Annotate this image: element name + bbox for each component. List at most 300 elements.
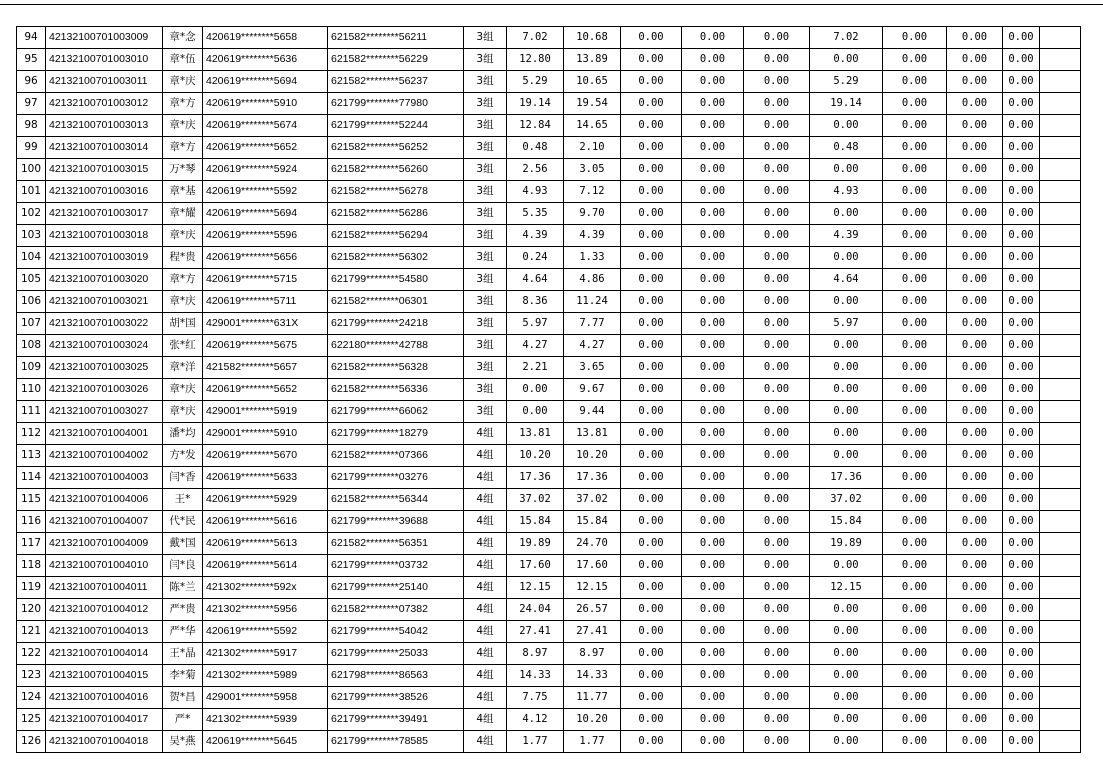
amount-cell-3: 0.00 <box>621 291 682 313</box>
amount-cell-7: 0.00 <box>883 577 947 599</box>
household-code-cell: 42132100701003026 <box>46 379 163 401</box>
bank-account-cell: 621799********39491 <box>328 709 464 731</box>
group-cell: 4组 <box>464 577 507 599</box>
blank-cell <box>1040 181 1081 203</box>
amount-cell-4: 0.00 <box>682 643 744 665</box>
amount-cell-1: 0.00 <box>507 379 564 401</box>
amount-cell-7: 0.00 <box>883 445 947 467</box>
amount-cell-3: 0.00 <box>621 423 682 445</box>
bank-account-cell: 621582********56211 <box>328 27 464 49</box>
group-cell: 3组 <box>464 115 507 137</box>
blank-cell <box>1040 159 1081 181</box>
amount-cell-3: 0.00 <box>621 621 682 643</box>
amount-cell-7: 0.00 <box>883 159 947 181</box>
amount-cell-2: 8.97 <box>564 643 621 665</box>
amount-cell-2: 14.33 <box>564 665 621 687</box>
amount-cell-6: 19.89 <box>810 533 883 555</box>
table-row <box>17 291 1081 313</box>
amount-cell-3: 0.00 <box>621 665 682 687</box>
amount-cell-8: 0.00 <box>947 181 1003 203</box>
amount-cell-6: 0.00 <box>810 423 883 445</box>
household-code-cell: 42132100701004003 <box>46 467 163 489</box>
id-number-cell: 420619********5596 <box>203 225 328 247</box>
table-row <box>17 335 1081 357</box>
amount-cell-6: 4.93 <box>810 181 883 203</box>
amount-cell-1: 1.77 <box>507 731 564 753</box>
id-number-cell: 421302********592x <box>203 577 328 599</box>
amount-cell-6: 0.00 <box>810 555 883 577</box>
amount-cell-1: 5.29 <box>507 71 564 93</box>
amount-cell-8: 0.00 <box>947 599 1003 621</box>
amount-cell-2: 17.36 <box>564 467 621 489</box>
amount-cell-9: 0.00 <box>1003 709 1040 731</box>
amount-cell-4: 0.00 <box>682 137 744 159</box>
name-cell: 章*伍 <box>163 49 203 71</box>
group-cell: 4组 <box>464 423 507 445</box>
amount-cell-3: 0.00 <box>621 599 682 621</box>
name-cell: 章*基 <box>163 181 203 203</box>
bank-account-cell: 621799********25033 <box>328 643 464 665</box>
blank-cell <box>1040 467 1081 489</box>
group-cell: 3组 <box>464 269 507 291</box>
amount-cell-7: 0.00 <box>883 665 947 687</box>
id-number-cell: 420619********5715 <box>203 269 328 291</box>
amount-cell-2: 4.86 <box>564 269 621 291</box>
blank-cell <box>1040 511 1081 533</box>
group-cell: 4组 <box>464 709 507 731</box>
amount-cell-6: 5.29 <box>810 71 883 93</box>
amount-cell-4: 0.00 <box>682 489 744 511</box>
household-code-cell: 42132100701003024 <box>46 335 163 357</box>
bank-account-cell: 621799********18279 <box>328 423 464 445</box>
blank-cell <box>1040 225 1081 247</box>
amount-cell-9: 0.00 <box>1003 203 1040 225</box>
amount-cell-6: 0.00 <box>810 357 883 379</box>
amount-cell-5: 0.00 <box>744 49 810 71</box>
amount-cell-9: 0.00 <box>1003 555 1040 577</box>
amount-cell-8: 0.00 <box>947 665 1003 687</box>
row-number-cell: 104 <box>17 247 46 269</box>
amount-cell-6: 4.64 <box>810 269 883 291</box>
blank-cell <box>1040 423 1081 445</box>
amount-cell-2: 4.27 <box>564 335 621 357</box>
row-number-cell: 111 <box>17 401 46 423</box>
amount-cell-1: 17.60 <box>507 555 564 577</box>
id-number-cell: 429001********5958 <box>203 687 328 709</box>
amount-cell-4: 0.00 <box>682 731 744 753</box>
household-code-cell: 42132100701004017 <box>46 709 163 731</box>
amount-cell-5: 0.00 <box>744 313 810 335</box>
amount-cell-9: 0.00 <box>1003 379 1040 401</box>
id-number-cell: 421302********5989 <box>203 665 328 687</box>
amount-cell-6: 17.36 <box>810 467 883 489</box>
bank-account-cell: 621799********03276 <box>328 467 464 489</box>
bank-account-cell: 621799********25140 <box>328 577 464 599</box>
id-number-cell: 420619********5694 <box>203 203 328 225</box>
bank-account-cell: 621582********56351 <box>328 533 464 555</box>
row-number-cell: 120 <box>17 599 46 621</box>
amount-cell-1: 4.64 <box>507 269 564 291</box>
household-code-cell: 42132100701004006 <box>46 489 163 511</box>
amount-cell-7: 0.00 <box>883 423 947 445</box>
id-number-cell: 421302********5917 <box>203 643 328 665</box>
amount-cell-4: 0.00 <box>682 577 744 599</box>
table-row <box>17 643 1081 665</box>
amount-cell-8: 0.00 <box>947 71 1003 93</box>
amount-cell-4: 0.00 <box>682 599 744 621</box>
row-number-cell: 117 <box>17 533 46 555</box>
amount-cell-4: 0.00 <box>682 401 744 423</box>
amount-cell-4: 0.00 <box>682 709 744 731</box>
table-row <box>17 533 1081 555</box>
id-number-cell: 420619********5929 <box>203 489 328 511</box>
bank-account-cell: 621799********54042 <box>328 621 464 643</box>
amount-cell-3: 0.00 <box>621 93 682 115</box>
amount-cell-2: 24.70 <box>564 533 621 555</box>
table-row <box>17 93 1081 115</box>
amount-cell-5: 0.00 <box>744 511 810 533</box>
amount-cell-4: 0.00 <box>682 71 744 93</box>
amount-cell-4: 0.00 <box>682 27 744 49</box>
amount-cell-4: 0.00 <box>682 181 744 203</box>
amount-cell-1: 5.35 <box>507 203 564 225</box>
amount-cell-6: 0.00 <box>810 115 883 137</box>
amount-cell-3: 0.00 <box>621 49 682 71</box>
amount-cell-7: 0.00 <box>883 709 947 731</box>
amount-cell-5: 0.00 <box>744 247 810 269</box>
amount-cell-3: 0.00 <box>621 709 682 731</box>
household-code-cell: 42132100701003022 <box>46 313 163 335</box>
amount-cell-2: 7.77 <box>564 313 621 335</box>
table-row <box>17 687 1081 709</box>
blank-cell <box>1040 687 1081 709</box>
amount-cell-1: 12.80 <box>507 49 564 71</box>
household-code-cell: 42132100701003012 <box>46 93 163 115</box>
amount-cell-3: 0.00 <box>621 27 682 49</box>
amount-cell-4: 0.00 <box>682 511 744 533</box>
household-code-cell: 42132100701004015 <box>46 665 163 687</box>
amount-cell-5: 0.00 <box>744 577 810 599</box>
name-cell: 程*贵 <box>163 247 203 269</box>
id-number-cell: 421582********5657 <box>203 357 328 379</box>
id-number-cell: 420619********5633 <box>203 467 328 489</box>
table-row <box>17 467 1081 489</box>
bank-account-cell: 621582********07382 <box>328 599 464 621</box>
group-cell: 3组 <box>464 71 507 93</box>
amount-cell-3: 0.00 <box>621 467 682 489</box>
table-row <box>17 731 1081 753</box>
bank-account-cell: 621799********39688 <box>328 511 464 533</box>
blank-cell <box>1040 401 1081 423</box>
id-number-cell: 429001********5919 <box>203 401 328 423</box>
id-number-cell: 420619********5924 <box>203 159 328 181</box>
amount-cell-1: 13.81 <box>507 423 564 445</box>
document-page <box>16 26 1081 753</box>
amount-cell-4: 0.00 <box>682 269 744 291</box>
amount-cell-8: 0.00 <box>947 225 1003 247</box>
amount-cell-5: 0.00 <box>744 181 810 203</box>
amount-cell-4: 0.00 <box>682 93 744 115</box>
amount-cell-9: 0.00 <box>1003 665 1040 687</box>
table-row <box>17 27 1081 49</box>
amount-cell-3: 0.00 <box>621 731 682 753</box>
amount-cell-3: 0.00 <box>621 181 682 203</box>
row-number-cell: 124 <box>17 687 46 709</box>
amount-cell-3: 0.00 <box>621 159 682 181</box>
group-cell: 4组 <box>464 687 507 709</box>
amount-cell-2: 27.41 <box>564 621 621 643</box>
amount-cell-2: 19.54 <box>564 93 621 115</box>
amount-cell-6: 0.00 <box>810 445 883 467</box>
id-number-cell: 420619********5592 <box>203 181 328 203</box>
bank-account-cell: 621582********56336 <box>328 379 464 401</box>
amount-cell-2: 10.65 <box>564 71 621 93</box>
amount-cell-9: 0.00 <box>1003 357 1040 379</box>
group-cell: 4组 <box>464 621 507 643</box>
household-code-cell: 42132100701004010 <box>46 555 163 577</box>
group-cell: 3组 <box>464 291 507 313</box>
amount-cell-2: 9.70 <box>564 203 621 225</box>
id-number-cell: 421302********5939 <box>203 709 328 731</box>
amount-cell-7: 0.00 <box>883 203 947 225</box>
amount-cell-1: 10.20 <box>507 445 564 467</box>
row-number-cell: 121 <box>17 621 46 643</box>
amount-cell-6: 37.02 <box>810 489 883 511</box>
name-cell: 章*念 <box>163 27 203 49</box>
amount-cell-1: 27.41 <box>507 621 564 643</box>
amount-cell-1: 4.93 <box>507 181 564 203</box>
bank-account-cell: 621582********56260 <box>328 159 464 181</box>
amount-cell-7: 0.00 <box>883 115 947 137</box>
amount-cell-1: 0.24 <box>507 247 564 269</box>
group-cell: 3组 <box>464 379 507 401</box>
amount-cell-1: 12.84 <box>507 115 564 137</box>
blank-cell <box>1040 533 1081 555</box>
household-code-cell: 42132100701003015 <box>46 159 163 181</box>
amount-cell-3: 0.00 <box>621 269 682 291</box>
bank-account-cell: 621798********86563 <box>328 665 464 687</box>
table-row <box>17 247 1081 269</box>
household-code-cell: 42132100701004001 <box>46 423 163 445</box>
group-cell: 4组 <box>464 489 507 511</box>
row-number-cell: 105 <box>17 269 46 291</box>
table-row <box>17 115 1081 137</box>
row-number-cell: 123 <box>17 665 46 687</box>
amount-cell-8: 0.00 <box>947 159 1003 181</box>
amount-cell-2: 15.84 <box>564 511 621 533</box>
amount-cell-5: 0.00 <box>744 357 810 379</box>
row-number-cell: 115 <box>17 489 46 511</box>
amount-cell-4: 0.00 <box>682 357 744 379</box>
amount-cell-7: 0.00 <box>883 137 947 159</box>
amount-cell-8: 0.00 <box>947 511 1003 533</box>
amount-cell-9: 0.00 <box>1003 643 1040 665</box>
amount-cell-9: 0.00 <box>1003 159 1040 181</box>
row-number-cell: 114 <box>17 467 46 489</box>
name-cell: 章*庆 <box>163 379 203 401</box>
id-number-cell: 429001********5910 <box>203 423 328 445</box>
row-number-cell: 108 <box>17 335 46 357</box>
amount-cell-9: 0.00 <box>1003 27 1040 49</box>
id-number-cell: 420619********5694 <box>203 71 328 93</box>
row-number-cell: 113 <box>17 445 46 467</box>
amount-cell-5: 0.00 <box>744 643 810 665</box>
bank-account-cell: 621582********56237 <box>328 71 464 93</box>
amount-cell-2: 17.60 <box>564 555 621 577</box>
amount-cell-5: 0.00 <box>744 27 810 49</box>
amount-cell-8: 0.00 <box>947 115 1003 137</box>
amount-cell-3: 0.00 <box>621 511 682 533</box>
id-number-cell: 420619********5670 <box>203 445 328 467</box>
amount-cell-7: 0.00 <box>883 269 947 291</box>
amount-cell-1: 7.75 <box>507 687 564 709</box>
amount-cell-7: 0.00 <box>883 555 947 577</box>
amount-cell-4: 0.00 <box>682 335 744 357</box>
amount-cell-9: 0.00 <box>1003 115 1040 137</box>
amount-cell-3: 0.00 <box>621 489 682 511</box>
row-number-cell: 99 <box>17 137 46 159</box>
blank-cell <box>1040 709 1081 731</box>
amount-cell-6: 15.84 <box>810 511 883 533</box>
amount-cell-3: 0.00 <box>621 643 682 665</box>
group-cell: 3组 <box>464 357 507 379</box>
amount-cell-2: 9.67 <box>564 379 621 401</box>
name-cell: 潘*均 <box>163 423 203 445</box>
id-number-cell: 429001********631X <box>203 313 328 335</box>
amount-cell-6: 0.00 <box>810 621 883 643</box>
bank-account-cell: 621582********56294 <box>328 225 464 247</box>
amount-cell-9: 0.00 <box>1003 445 1040 467</box>
id-number-cell: 420619********5711 <box>203 291 328 313</box>
amount-cell-7: 0.00 <box>883 357 947 379</box>
blank-cell <box>1040 291 1081 313</box>
amount-cell-9: 0.00 <box>1003 577 1040 599</box>
group-cell: 4组 <box>464 467 507 489</box>
amount-cell-6: 0.00 <box>810 379 883 401</box>
amount-cell-2: 4.39 <box>564 225 621 247</box>
row-number-cell: 101 <box>17 181 46 203</box>
name-cell: 章*庆 <box>163 401 203 423</box>
bank-account-cell: 621799********66062 <box>328 401 464 423</box>
amount-cell-8: 0.00 <box>947 27 1003 49</box>
name-cell: 章*方 <box>163 137 203 159</box>
amount-cell-8: 0.00 <box>947 621 1003 643</box>
household-code-cell: 42132100701004002 <box>46 445 163 467</box>
amount-cell-9: 0.00 <box>1003 511 1040 533</box>
amount-cell-5: 0.00 <box>744 665 810 687</box>
amount-cell-1: 2.56 <box>507 159 564 181</box>
amount-cell-6: 4.39 <box>810 225 883 247</box>
amount-cell-8: 0.00 <box>947 335 1003 357</box>
amount-cell-5: 0.00 <box>744 401 810 423</box>
amount-cell-2: 13.89 <box>564 49 621 71</box>
id-number-cell: 420619********5592 <box>203 621 328 643</box>
amount-cell-5: 0.00 <box>744 203 810 225</box>
row-number-cell: 109 <box>17 357 46 379</box>
id-number-cell: 420619********5656 <box>203 247 328 269</box>
amount-cell-5: 0.00 <box>744 335 810 357</box>
blank-cell <box>1040 555 1081 577</box>
amount-cell-2: 3.05 <box>564 159 621 181</box>
amount-cell-4: 0.00 <box>682 423 744 445</box>
amount-cell-4: 0.00 <box>682 621 744 643</box>
row-number-cell: 126 <box>17 731 46 753</box>
amount-cell-8: 0.00 <box>947 577 1003 599</box>
bank-account-cell: 621582********07366 <box>328 445 464 467</box>
amount-cell-1: 4.27 <box>507 335 564 357</box>
amount-cell-1: 19.89 <box>507 533 564 555</box>
table-row <box>17 357 1081 379</box>
blank-cell <box>1040 577 1081 599</box>
row-number-cell: 98 <box>17 115 46 137</box>
amount-cell-6: 0.00 <box>810 247 883 269</box>
blank-cell <box>1040 621 1081 643</box>
amount-cell-1: 5.97 <box>507 313 564 335</box>
name-cell: 章*庆 <box>163 115 203 137</box>
amount-cell-2: 3.65 <box>564 357 621 379</box>
row-number-cell: 103 <box>17 225 46 247</box>
table-row <box>17 423 1081 445</box>
amount-cell-4: 0.00 <box>682 291 744 313</box>
amount-cell-4: 0.00 <box>682 445 744 467</box>
household-code-cell: 42132100701003013 <box>46 115 163 137</box>
amount-cell-2: 12.15 <box>564 577 621 599</box>
amount-cell-8: 0.00 <box>947 555 1003 577</box>
amount-cell-6: 12.15 <box>810 577 883 599</box>
household-code-cell: 42132100701003009 <box>46 27 163 49</box>
bank-account-cell: 621799********03732 <box>328 555 464 577</box>
amount-cell-7: 0.00 <box>883 467 947 489</box>
amount-cell-1: 17.36 <box>507 467 564 489</box>
household-code-cell: 42132100701004012 <box>46 599 163 621</box>
id-number-cell: 420619********5658 <box>203 27 328 49</box>
name-cell: 章*耀 <box>163 203 203 225</box>
blank-cell <box>1040 71 1081 93</box>
table-row <box>17 269 1081 291</box>
amount-cell-7: 0.00 <box>883 621 947 643</box>
bank-account-cell: 621582********56278 <box>328 181 464 203</box>
table-row <box>17 665 1081 687</box>
blank-cell <box>1040 49 1081 71</box>
id-number-cell: 420619********5636 <box>203 49 328 71</box>
ledger-body <box>17 27 1081 753</box>
amount-cell-1: 19.14 <box>507 93 564 115</box>
amount-cell-9: 0.00 <box>1003 599 1040 621</box>
group-cell: 3组 <box>464 401 507 423</box>
amount-cell-6: 0.00 <box>810 731 883 753</box>
amount-cell-1: 8.36 <box>507 291 564 313</box>
name-cell: 章*庆 <box>163 225 203 247</box>
amount-cell-7: 0.00 <box>883 533 947 555</box>
table-row <box>17 599 1081 621</box>
row-number-cell: 100 <box>17 159 46 181</box>
amount-cell-2: 14.65 <box>564 115 621 137</box>
blank-cell <box>1040 489 1081 511</box>
amount-cell-8: 0.00 <box>947 379 1003 401</box>
amount-cell-2: 1.77 <box>564 731 621 753</box>
household-code-cell: 42132100701003027 <box>46 401 163 423</box>
table-row <box>17 511 1081 533</box>
amount-cell-1: 4.12 <box>507 709 564 731</box>
household-code-cell: 42132100701004014 <box>46 643 163 665</box>
household-code-cell: 42132100701003020 <box>46 269 163 291</box>
amount-cell-8: 0.00 <box>947 401 1003 423</box>
household-code-cell: 42132100701003017 <box>46 203 163 225</box>
bank-account-cell: 621799********24218 <box>328 313 464 335</box>
amount-cell-4: 0.00 <box>682 247 744 269</box>
amount-cell-7: 0.00 <box>883 225 947 247</box>
amount-cell-3: 0.00 <box>621 401 682 423</box>
